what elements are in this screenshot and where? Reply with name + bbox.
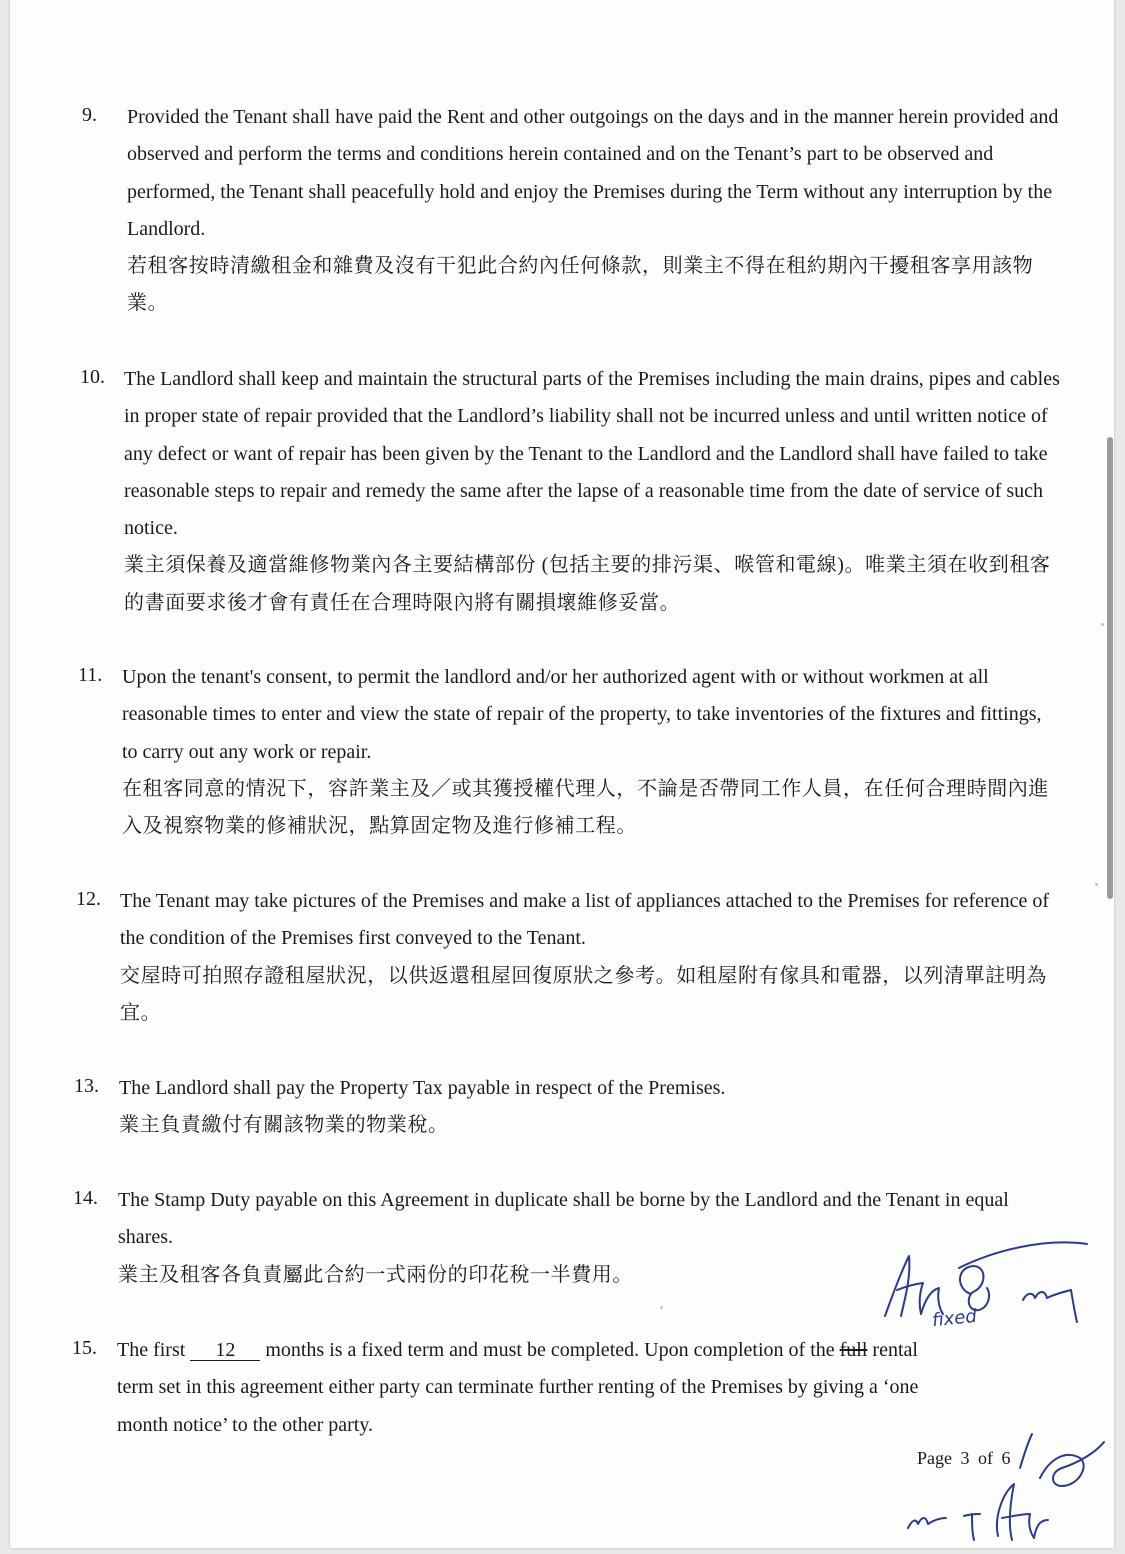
handwritten-note-fixed: fixed	[931, 1305, 978, 1332]
handwritten-initials-signature	[875, 1228, 1095, 1338]
scan-speck	[660, 1306, 663, 1309]
clause-number: 12.	[76, 888, 101, 910]
of-label: of	[978, 1448, 993, 1468]
scan-speck	[1095, 883, 1098, 886]
clause-15-line-2: term set in this agreement either party can terminate further renting of the Premises by giving a ‘one	[117, 1376, 919, 1399]
clause-number: 13.	[74, 1075, 99, 1097]
clause-chinese: 交屋時可拍照存證租屋狀況，以供返還租屋回復原狀之參考。如租屋附有傢具和電器，以列清單註明為宜。	[120, 964, 1047, 1024]
struck-word: full	[839, 1339, 868, 1361]
handwritten-signature-bottom	[890, 1428, 1105, 1546]
clause-english: Provided the Tenant shall have paid the Rent and other outgoings on the days and in the manner herein provided and observed and perform the terms and conditions herein contained and on the Tenant’s part to be observed and performed, the Tenant shall peacefully hold and enjoy the Premises during the Term without any interruption by the Landlord.	[127, 106, 1059, 240]
scan-speck	[1101, 623, 1104, 626]
clause-text: months is a fixed term and must be completed. Upon completion of the	[265, 1339, 835, 1361]
clause-text: The first	[117, 1339, 186, 1361]
clause-number: 14.	[73, 1187, 98, 1209]
clause-english: The Tenant may take pictures of the Premises and make a list of appliances attached to the Premises for reference of the condition of the Premises first conveyed to the Tenant.	[120, 890, 1049, 950]
clause-chinese: 業主及租客各負責屬此合約一式兩份的印花稅一半費用。	[118, 1263, 633, 1286]
clause-english: The Stamp Duty payable on this Agreement in duplicate shall be borne by the Landlord and the Tenant in equal shares.	[118, 1189, 1009, 1249]
clause-chinese: 若租客按時清繳租金和雜費及沒有干犯此合約內任何條款，則業主不得在租約期內干擾租客享用該物業。	[127, 255, 1034, 315]
clause-number: 10.	[80, 366, 105, 388]
document-page	[10, 0, 1114, 1548]
page-number: 3	[960, 1448, 970, 1468]
clause-english: The Landlord shall pay the Property Tax payable in respect of the Premises.	[119, 1077, 726, 1099]
clause-text: rental	[872, 1339, 918, 1361]
clause-15-line-3: month notice’ to the other party.	[117, 1413, 374, 1436]
clause-chinese: 業主須保養及適當維修物業內各主要結構部份 (包括主要的排污渠、喉管和電線)。唯業主須在收到租客的書面要求後才會有責任在合理時限內將有關損壞維修妥當。	[124, 554, 1051, 614]
total-pages: 6	[1001, 1448, 1011, 1468]
clause-number: 9.	[82, 104, 97, 126]
clause-number: 15.	[72, 1337, 97, 1359]
clause-number: 11.	[78, 664, 103, 686]
clause-chinese: 業主負責繳付有關該物業的物業稅。	[119, 1114, 449, 1137]
fixed-term-months: 12	[190, 1340, 260, 1361]
vertical-scrollbar[interactable]	[1107, 437, 1113, 899]
clause-english: The Landlord shall keep and maintain the structural parts of the Premises including the main drains, pipes and cables in proper state of repair provided that the Landlord’s liability shall not be incurred unless and until written notice of any defect or want of repair has been given by the Tenant to the Landlord and the Landlord shall have failed to take reasonable steps to repair and remedy the same after the lapse of a reasonable time from the date of service of such notice.	[124, 368, 1060, 540]
page-label: Page	[917, 1448, 952, 1468]
clause-english: Upon the tenant's consent, to permit the landlord and/or her authorized agent with or without workmen at all reasonable times to enter and view the state of repair of the property, to take inventories of the fixtures and fittings, to carry out any work or repair.	[122, 666, 1042, 763]
clause-chinese: 在租客同意的情況下，容許業主及／或其獲授權代理人，不論是否帶同工作人員，在任何合理時間內進入及視察物業的修補狀況，點算固定物及進行修補工程。	[122, 777, 1049, 838]
